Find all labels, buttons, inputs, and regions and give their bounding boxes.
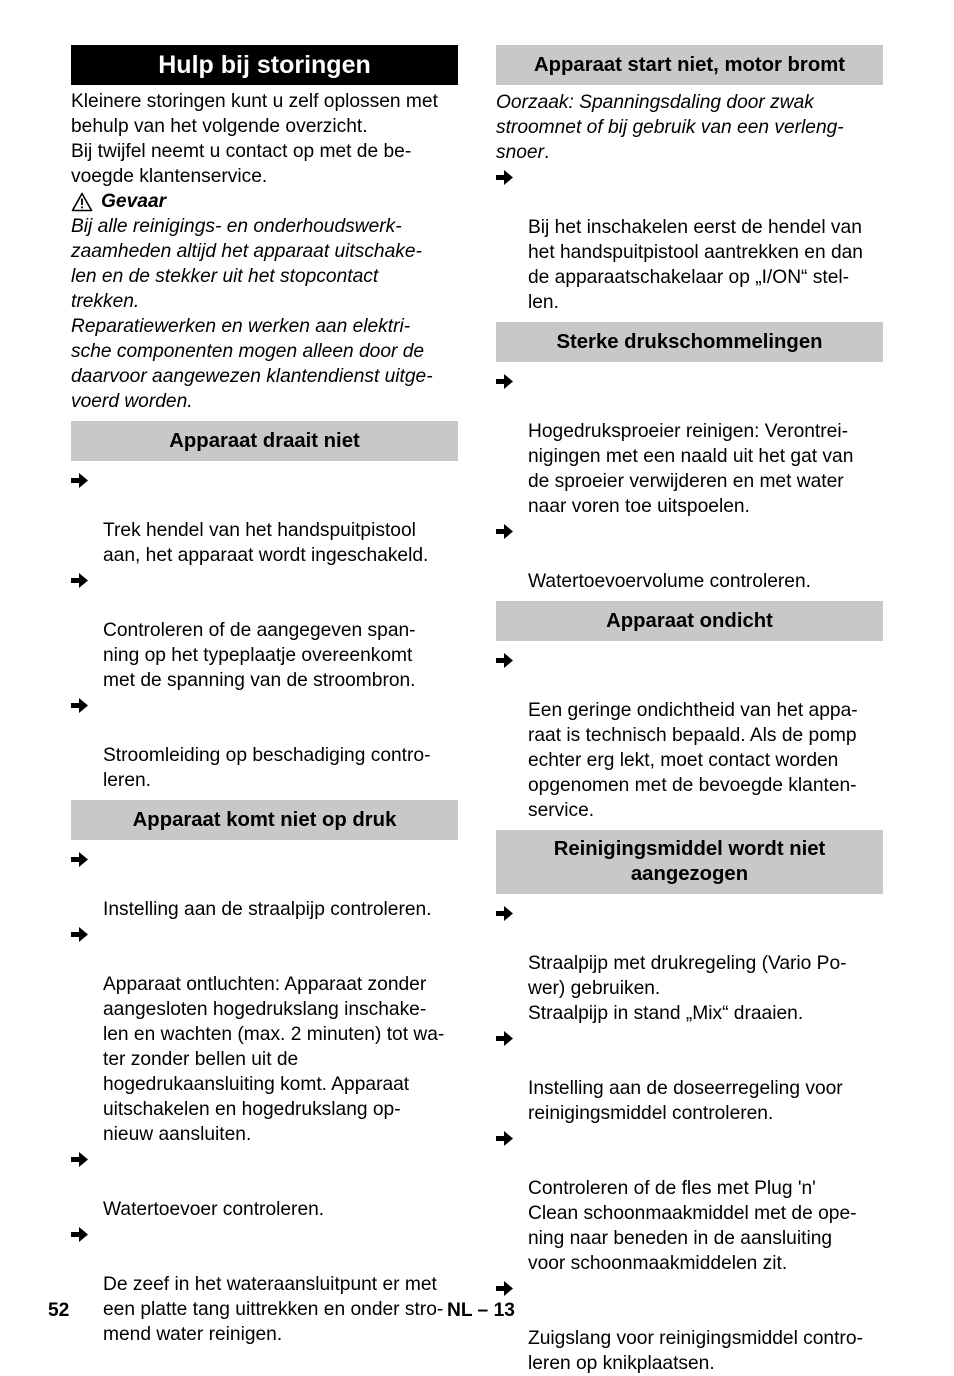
list-item-text: Hogedruksproeier reinigen: Verontrei- nigingen met een naald uit het gat van de sproeier verwijderen en met water naar voren toe uitspoelen.	[528, 421, 854, 517]
list-item-text: Straalpijp met drukregeling (Vario Po- wer) gebruiken. Straalpijp in stand „Mix“ draaien.	[528, 953, 847, 1024]
cause-text-italic: Oorzaak: Spanningsdaling door zwak stroomnet of bij gebruik van een verleng- snoer	[496, 92, 844, 163]
list-item	[71, 847, 458, 922]
list-item-text: Controleren of de aangegeven span- ning op het typeplaatje overeenkomt met de spanning van de stroombron.	[103, 620, 416, 691]
arrow-right-icon	[71, 1227, 88, 1242]
section-heading-apparaat-komt-niet-op-druk: Apparaat komt niet op druk	[71, 800, 458, 840]
arrow-right-icon	[71, 698, 88, 713]
arrow-right-icon	[496, 374, 513, 389]
arrow-right-icon	[496, 1281, 513, 1296]
section-heading-sterke-drukschommelingen: Sterke drukschommelingen	[496, 322, 883, 362]
list-item-text: Zuigslang voor reinigingsmiddel contro- leren op knikplaatsen.	[528, 1328, 863, 1374]
list-item	[71, 568, 458, 693]
language-page-label: NL – 13	[447, 1300, 515, 1321]
left-column	[71, 45, 458, 1347]
arrow-right-icon	[71, 473, 88, 488]
list-item	[496, 165, 883, 315]
list-item-text: De zeef in het wateraansluitpunt er met een platte tang uittrekken en onder stro- mend water reinigen.	[103, 1274, 444, 1345]
warning-text-1: Bij alle reinigings- en onderhoudswerk- zaamheden altijd het apparaat uitschake- len en de stekker uit het stopcontact trekken.	[71, 216, 422, 312]
section-list-apparaat-draait-niet	[71, 468, 458, 793]
section-list-apparaat-komt-niet-op-druk	[71, 847, 458, 1347]
section-heading-reinigingsmiddel: Reinigingsmiddel wordt niet aangezogen	[496, 830, 883, 894]
cause-text	[496, 90, 883, 165]
warning-text-2: Reparatiewerken en werken aan elektri- sche componenten mogen alleen door de daarvoor aangewezen klantendienst uitge- voerd worden.	[71, 316, 433, 412]
list-item	[496, 519, 883, 594]
list-item-text: Instelling aan de doseerregeling voor reinigingsmiddel controleren.	[528, 1078, 843, 1124]
list-item	[71, 922, 458, 1147]
section-heading-apparaat-ondicht: Apparaat ondicht	[496, 601, 883, 641]
list-item-text: Watertoevoervolume controleren.	[528, 571, 811, 592]
arrow-right-icon	[71, 927, 88, 942]
list-item	[496, 369, 883, 519]
page-number: 52	[48, 1300, 70, 1321]
arrow-right-icon	[71, 852, 88, 867]
warning-triangle-icon	[71, 192, 93, 212]
list-item	[71, 468, 458, 568]
list-item	[496, 1026, 883, 1126]
arrow-right-icon	[496, 653, 513, 668]
page-title: Hulp bij storingen	[71, 45, 458, 85]
section-list-apparaat-start-niet	[496, 165, 883, 315]
section-heading-apparaat-start-niet: Apparaat start niet, motor bromt	[496, 45, 883, 85]
section-list-reinigingsmiddel	[496, 901, 883, 1376]
list-item	[71, 693, 458, 793]
arrow-right-icon	[71, 1152, 88, 1167]
arrow-right-icon	[71, 573, 88, 588]
section-list-sterke-drukschommelingen	[496, 369, 883, 594]
section-list-apparaat-ondicht	[496, 648, 883, 823]
list-item-text: Watertoevoer controleren.	[103, 1199, 325, 1220]
arrow-right-icon	[496, 1031, 513, 1046]
section-heading-apparaat-draait-niet: Apparaat draait niet	[71, 421, 458, 461]
list-item-text: Apparaat ontluchten: Apparaat zonder aangesloten hogedrukslang inschake- len en wachten (max. 2 minuten) tot wa- ter zonder bellen uit de hogedrukaansluiting komt. Apparaat uitschakelen en hogedrukslang op- nieuw aansluiten.	[103, 974, 445, 1145]
list-item	[496, 1276, 883, 1376]
list-item	[71, 1147, 458, 1222]
list-item-text: Trek hendel van het handspuitpistool aan, het apparaat wordt ingeschakeld.	[103, 520, 429, 566]
arrow-right-icon	[496, 906, 513, 921]
right-column	[496, 45, 883, 1376]
list-item	[496, 648, 883, 823]
warning-label: Gevaar	[101, 191, 167, 212]
list-item-text: Stroomleiding op beschadiging contro- leren.	[103, 745, 431, 791]
list-item-text: Instelling aan de straalpijp controleren.	[103, 899, 432, 920]
cause-text-end: .	[544, 142, 550, 163]
intro-text: Kleinere storingen kunt u zelf oplossen met behulp van het volgende overzicht. Bij twijfel neemt u contact op met de be- voegde klantenservice.	[71, 91, 438, 187]
arrow-right-icon	[496, 524, 513, 539]
list-item	[496, 1126, 883, 1276]
list-item	[71, 1222, 458, 1347]
arrow-right-icon	[496, 170, 513, 185]
list-item-text: Een geringe ondichtheid van het appa- raat is technisch bepaald. Als de pomp echter erg lekt, moet contact worden opgenomen met de bevoegde klanten- service.	[528, 700, 858, 821]
list-item	[496, 901, 883, 1026]
list-item-text: Bij het inschakelen eerst de hendel van het handspuitpistool aantrekken en dan de apparaatschakelaar op „I/ON“ stel- len.	[528, 217, 863, 313]
list-item-text: Controleren of de fles met Plug 'n' Clean schoonmaakmiddel met de ope- ning naar beneden in de aansluiting voor schoonmaakmiddelen zit.	[528, 1178, 857, 1274]
warning-heading	[71, 189, 458, 214]
arrow-right-icon	[496, 1131, 513, 1146]
